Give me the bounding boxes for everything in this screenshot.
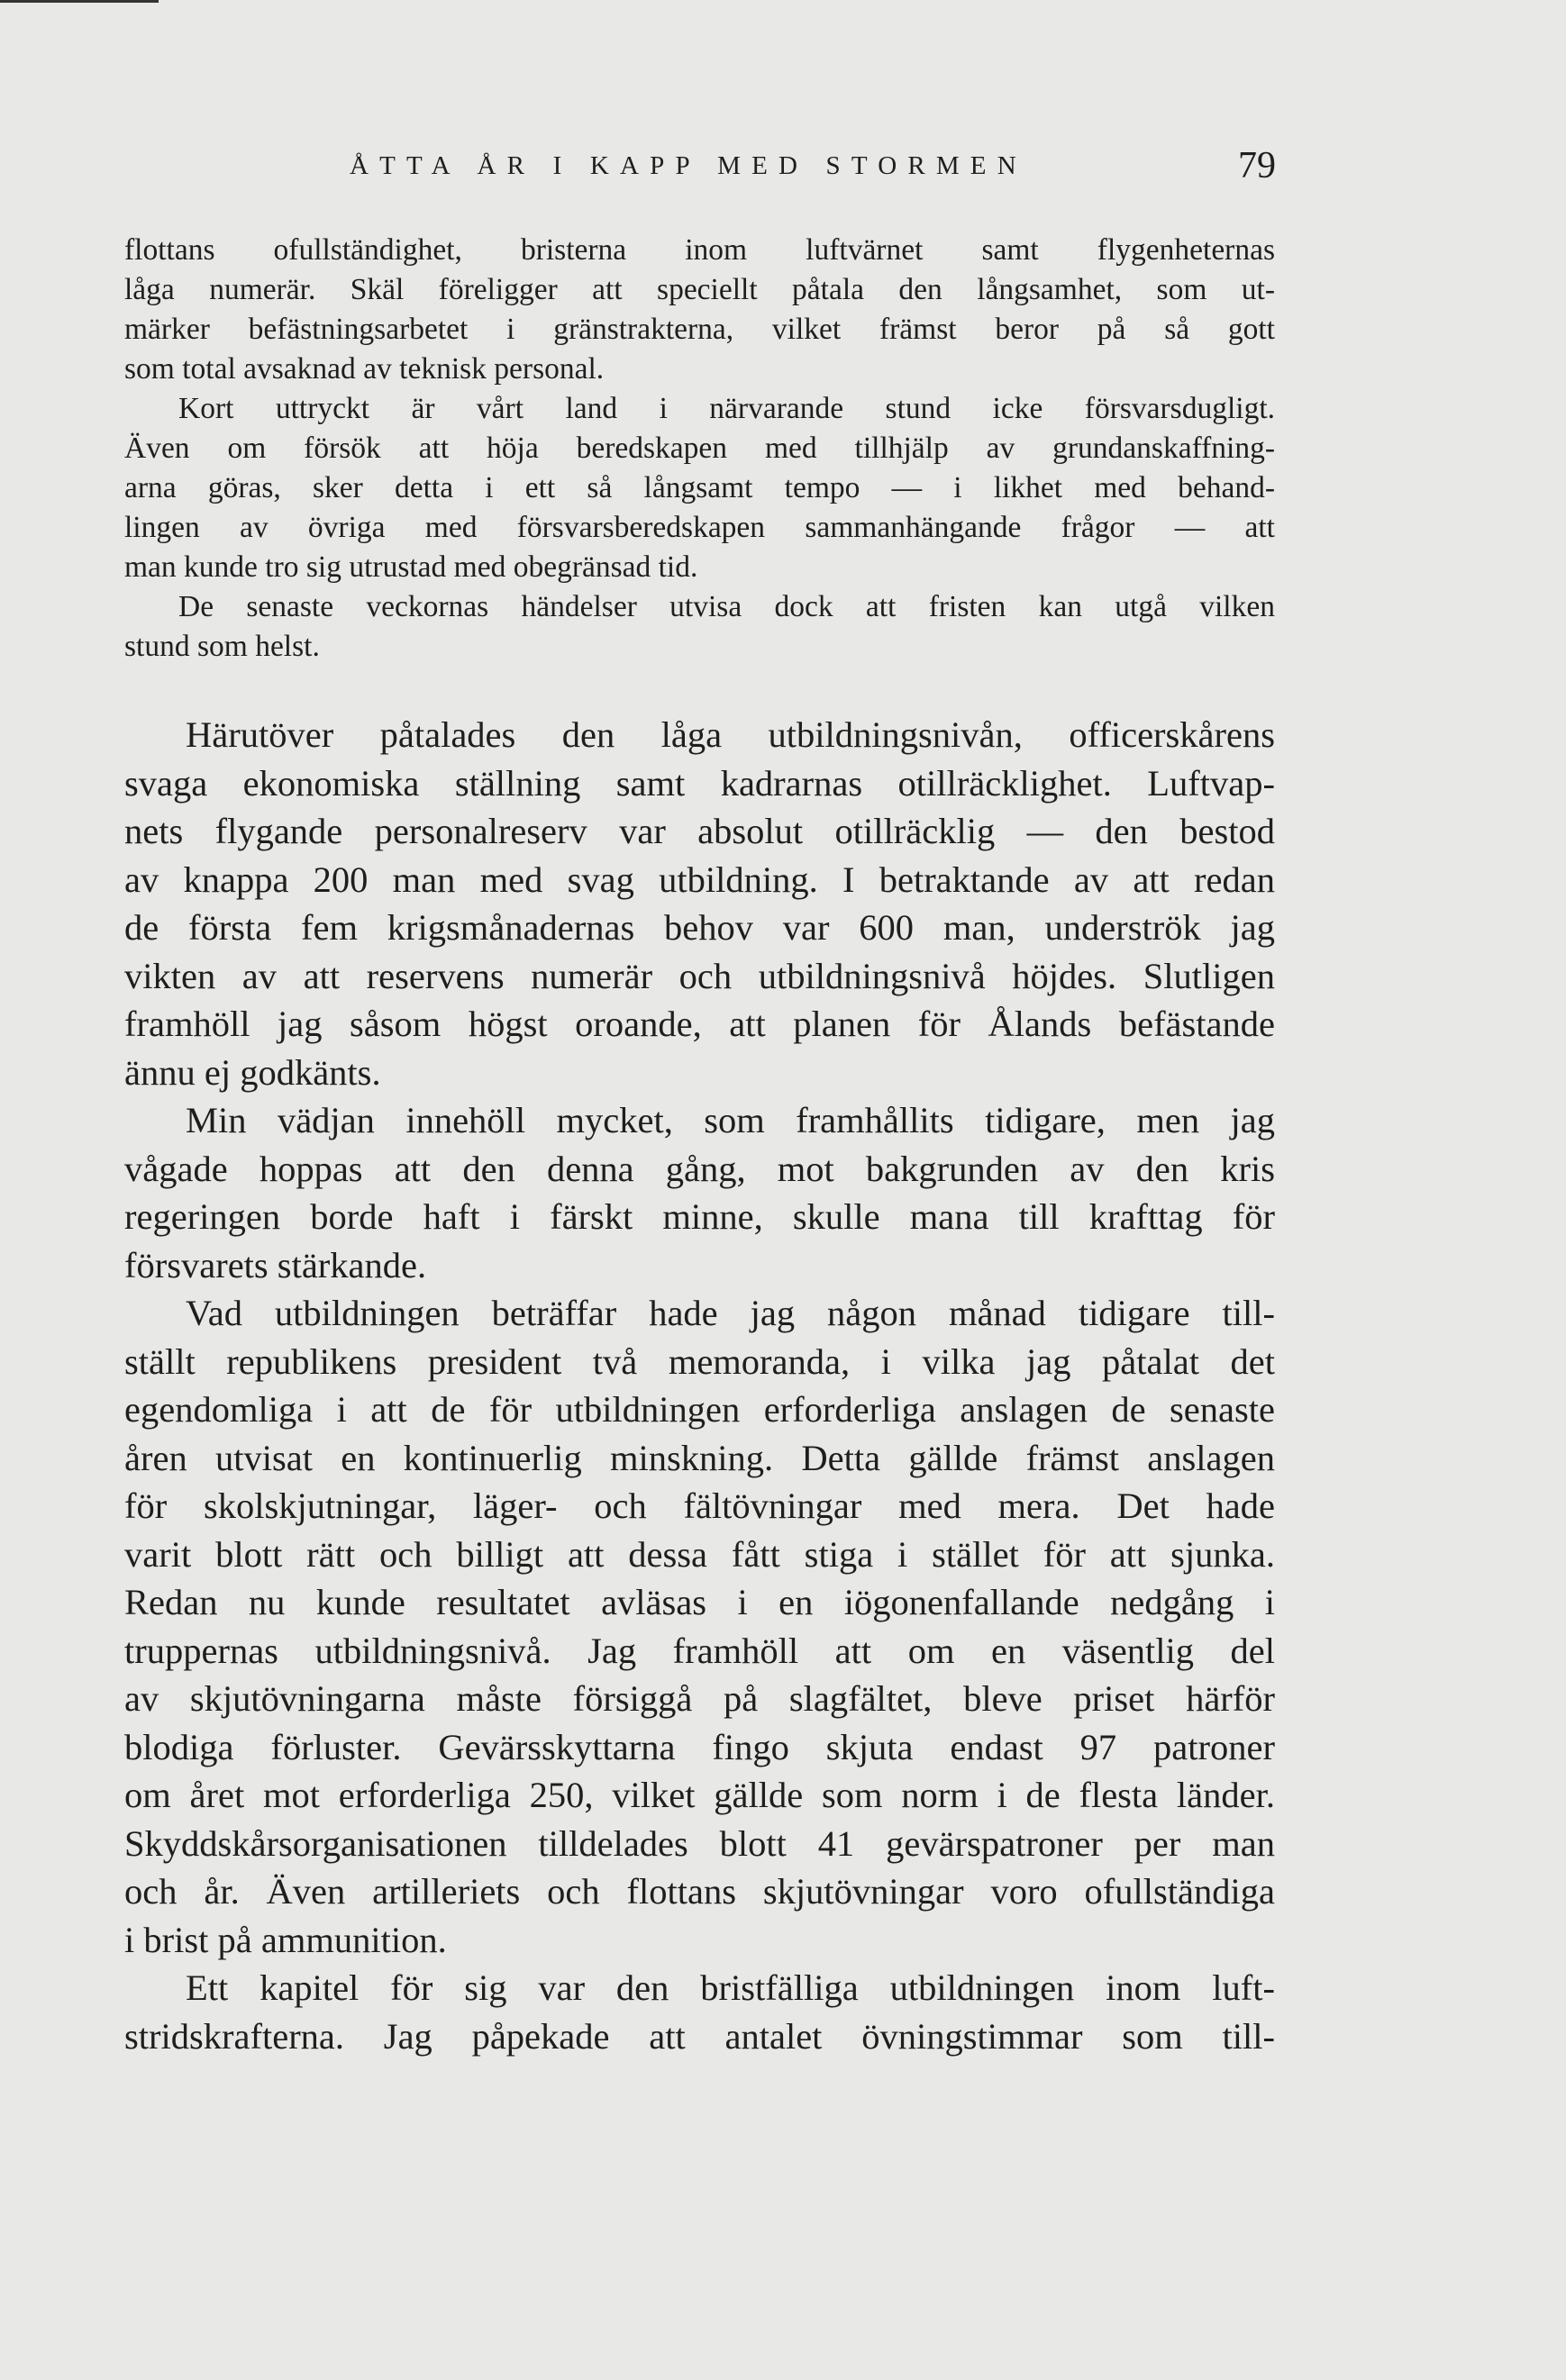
text-line: nets flygande personalreserv var absolut otillräcklig — den bestod [124,811,1275,851]
text-line: De senaste veckornas händelser utvisa dock att fristen kan utgå vilken [178,590,1275,623]
text-line: arna göras, sker detta i ett så långsamt tempo — i likhet med behand- [124,471,1275,504]
text-line: ställt republikens president två memoranda, i vilka jag påtalat det [124,1340,1275,1382]
text-line: varit blott rätt och billigt att dessa fått stiga i stället för att sjunka. [124,1533,1275,1575]
paragraph [124,231,1275,389]
paragraph [124,587,1275,667]
text-line: Redan nu kunde resultatet avläsas i en iögonenfallande nedgång i [124,1582,1275,1622]
text-line: stund som helst. [124,630,320,663]
text-line: märker befästningsarbetet i gränstrakterna, vilket främst beror på så gott [124,313,1275,346]
text-line: regeringen borde haft i färskt minne, skulle mana till krafttag för [124,1196,1275,1237]
text-line: ännu ej godkänts. [124,1051,381,1093]
text-line: av skjutövningarna måste försiggå på slagfältet, bleve priset härför [124,1678,1275,1719]
text-line: Min vädjan innehöll mycket, som framhållits tidigare, men jag [186,1100,1275,1140]
text-line: blodiga förluster. Gevärsskyttarna fingo skjuta endast 97 patroner [124,1726,1275,1767]
text-line: man kunde tro sig utrustad med obegränsad tid. [124,550,698,584]
paragraph [124,389,1275,587]
scan-edge-line [0,0,159,3]
paragraph [124,1096,1275,1289]
text-line: av knappa 200 man med svag utbildning. I betraktande av att redan [124,858,1275,900]
text-line: vågade hoppas att den denna gång, mot bakgrunden av den kris [124,1148,1275,1189]
text-line: försvarets stärkande. [124,1244,427,1285]
text-line: för skolskjutningar, läger- och fältövningar med mera. Det hade [124,1485,1275,1526]
running-title: ÅTTA ÅR I KAPP MED STORMEN [350,151,1027,180]
text-line: lingen av övriga med försvarsberedskapen sammanhängande frågor — att [124,511,1275,544]
text-line: Ett kapitel för sig var den bristfälliga utbildningen inom luft- [186,1967,1275,2008]
text-line: Vad utbildningen beträffar hade jag någon månad tidigare till- [186,1293,1275,1333]
text-line: om året mot erforderliga 250, vilket gällde som norm i de flesta länder. [124,1775,1275,1815]
text-line: som total avsaknad av teknisk personal. [124,352,605,386]
paragraph [124,1289,1275,1964]
text-line: framhöll jag såsom högst oroande, att planen för Ålands befästande [124,1004,1275,1044]
text-line: Skyddskårsorganisationen tilldelades blott 41 gevärspatroner per man [124,1822,1275,1864]
text-line: Även om försök att höja beredskapen med tillhjälp av grundanskaffning- [124,431,1275,465]
text-line: och år. Även artilleriets och flottans skjutövningar voro ofullständiga [124,1871,1275,1912]
text-line: vikten av att reservens numerär och utbildningsnivå höjdes. Slutligen [124,955,1275,996]
text-line: Kort uttryckt är vårt land i närvarande stund icke försvarsdugligt. [178,392,1275,425]
text-line: åren utvisat en kontinuerlig minskning. Detta gällde främst anslagen [124,1437,1275,1478]
body-text [124,711,1275,2060]
paragraph [124,711,1275,1096]
text-line: egendomliga i att de för utbildningen erforderliga anslagen de senaste [124,1389,1275,1430]
quoted-memorandum-text [124,231,1275,667]
page-number: 79 [1238,145,1276,186]
paragraph [124,1964,1275,2060]
text-line: de första fem krigsmånadernas behov var 600 man, underströk jag [124,907,1275,948]
text-line: truppernas utbildningsnivå. Jag framhöll att om en väsentlig del [124,1630,1275,1671]
text-line: låga numerär. Skäl föreligger att speciellt påtala den långsamhet, som ut- [124,273,1275,306]
text-line: i brist på ammunition. [124,1919,447,1960]
text-line: svaga ekonomiska ställning samt kadrarnas otillräcklighet. Luftvap- [124,762,1275,804]
text-line: stridskrafterna. Jag påpekade att antalet övningstimmar som till- [124,2015,1275,2057]
text-line: Härutöver påtalades den låga utbildningsnivån, officerskårens [186,714,1275,755]
text-line: flottans ofullständighet, bristerna inom luftvärnet samt flygenheternas [124,233,1275,267]
